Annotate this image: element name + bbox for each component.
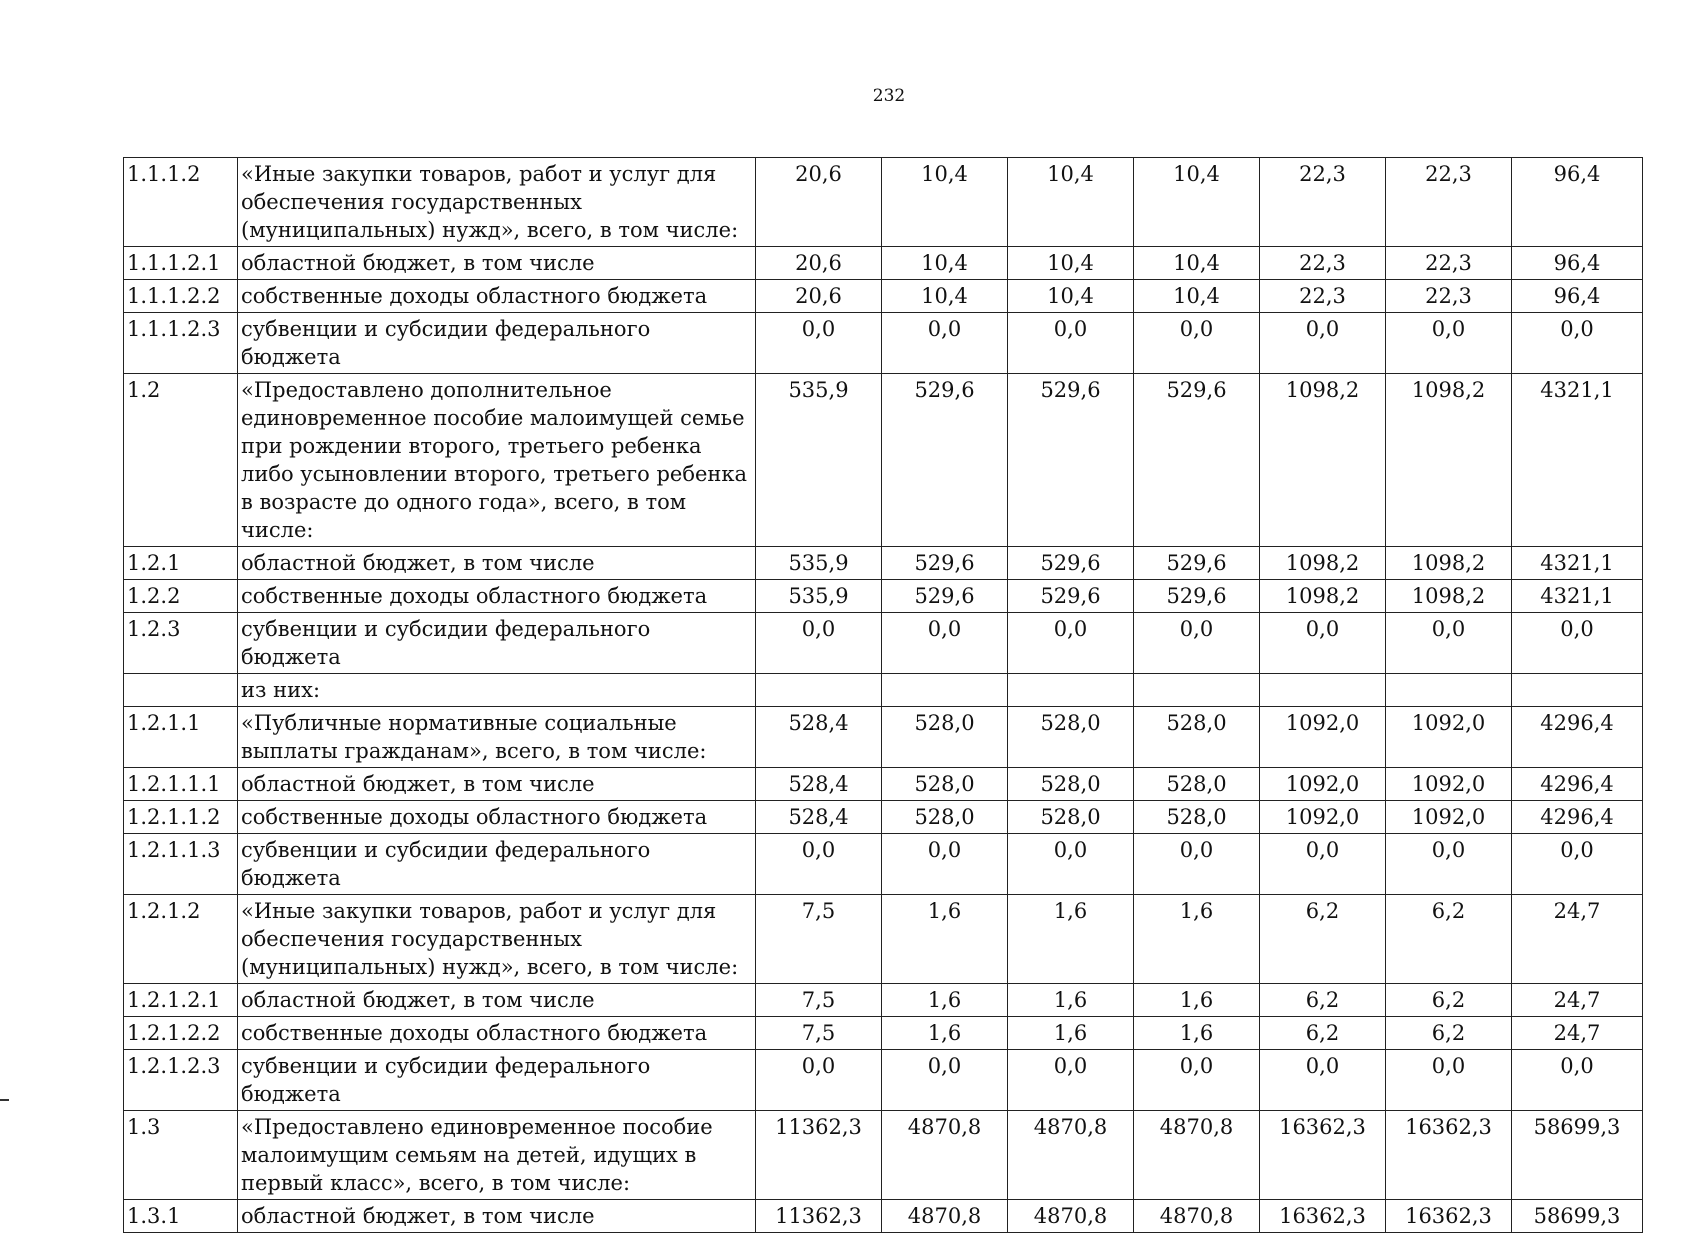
row-name-cell: собственные доходы областного бюджета	[238, 580, 756, 613]
value-cell: 1,6	[1008, 1017, 1134, 1050]
value-cell: 0,0	[1512, 834, 1643, 895]
row-code-cell: 1.2.1.1.1	[124, 768, 238, 801]
row-name-cell: областной бюджет, в том числе	[238, 984, 756, 1017]
value-cell	[1386, 674, 1512, 707]
value-cell: 0,0	[1512, 313, 1643, 374]
value-cell: 1092,0	[1386, 801, 1512, 834]
value-cell: 16362,3	[1386, 1200, 1512, 1233]
row-name-cell: субвенции и субсидии федерального бюджета	[238, 1050, 756, 1111]
row-name-cell: субвенции и субсидии федерального бюджета	[238, 834, 756, 895]
row-code-cell: 1.1.1.2.2	[124, 280, 238, 313]
value-cell: 22,3	[1386, 280, 1512, 313]
value-cell: 1098,2	[1260, 374, 1386, 547]
row-name-cell: областной бюджет, в том числе	[238, 547, 756, 580]
row-code-cell: 1.2.1.1	[124, 707, 238, 768]
value-cell: 96,4	[1512, 247, 1643, 280]
value-cell: 10,4	[1134, 158, 1260, 247]
value-cell: 0,0	[1134, 313, 1260, 374]
value-cell: 529,6	[1008, 580, 1134, 613]
row-name-cell: «Предоставлено дополнительное единовременное пособие малоимущей семье при рождении второго, третьего ребенка либо усыновлении второго, третьего ребенка в возрасте до одного года», всего, в том числе:	[238, 374, 756, 547]
value-cell: 0,0	[1386, 613, 1512, 674]
table-row	[124, 834, 1643, 895]
value-cell: 4296,4	[1512, 707, 1643, 768]
value-cell: 4870,8	[1008, 1111, 1134, 1200]
row-name-cell: собственные доходы областного бюджета	[238, 280, 756, 313]
row-name-cell: «Предоставлено единовременное пособие малоимущим семьям на детей, идущих в первый класс», всего, в том числе:	[238, 1111, 756, 1200]
value-cell: 24,7	[1512, 1017, 1643, 1050]
value-cell: 7,5	[756, 895, 882, 984]
value-cell: 10,4	[1134, 247, 1260, 280]
value-cell: 0,0	[882, 313, 1008, 374]
value-cell: 0,0	[882, 613, 1008, 674]
value-cell: 1,6	[1008, 895, 1134, 984]
value-cell: 1098,2	[1386, 374, 1512, 547]
value-cell	[756, 674, 882, 707]
value-cell: 1092,0	[1260, 707, 1386, 768]
table-row	[124, 674, 1643, 707]
value-cell: 0,0	[1386, 834, 1512, 895]
table-row	[124, 374, 1643, 547]
value-cell: 7,5	[756, 984, 882, 1017]
row-code-cell: 1.2.1.2	[124, 895, 238, 984]
value-cell: 58699,3	[1512, 1200, 1643, 1233]
table-row	[124, 280, 1643, 313]
value-cell: 0,0	[1512, 613, 1643, 674]
value-cell: 535,9	[756, 547, 882, 580]
value-cell: 529,6	[1008, 374, 1134, 547]
value-cell: 528,0	[1008, 801, 1134, 834]
table-row	[124, 1050, 1643, 1111]
value-cell: 11362,3	[756, 1200, 882, 1233]
value-cell	[1008, 674, 1134, 707]
value-cell: 6,2	[1386, 984, 1512, 1017]
row-code-cell	[124, 674, 238, 707]
value-cell: 0,0	[1260, 613, 1386, 674]
row-name-cell: субвенции и субсидии федерального бюджета	[238, 613, 756, 674]
value-cell: 0,0	[1512, 1050, 1643, 1111]
value-cell	[1512, 674, 1643, 707]
value-cell: 4870,8	[1008, 1200, 1134, 1233]
value-cell: 16362,3	[1260, 1111, 1386, 1200]
value-cell: 4870,8	[1134, 1111, 1260, 1200]
value-cell: 7,5	[756, 1017, 882, 1050]
value-cell: 528,0	[1008, 707, 1134, 768]
table-row	[124, 984, 1643, 1017]
value-cell: 529,6	[1134, 547, 1260, 580]
value-cell: 6,2	[1260, 895, 1386, 984]
value-cell: 0,0	[756, 834, 882, 895]
value-cell: 4321,1	[1512, 374, 1643, 547]
value-cell: 0,0	[1008, 1050, 1134, 1111]
table-row	[124, 1111, 1643, 1200]
row-code-cell: 1.2.1.1.3	[124, 834, 238, 895]
budget-table	[123, 157, 1643, 1233]
row-code-cell: 1.2.1.2.1	[124, 984, 238, 1017]
row-name-cell: «Публичные нормативные социальные выплаты гражданам», всего, в том числе:	[238, 707, 756, 768]
value-cell: 1,6	[1008, 984, 1134, 1017]
value-cell: 0,0	[1260, 313, 1386, 374]
table-row	[124, 247, 1643, 280]
value-cell: 1098,2	[1260, 580, 1386, 613]
value-cell: 528,0	[882, 768, 1008, 801]
value-cell: 528,0	[882, 707, 1008, 768]
value-cell: 0,0	[756, 1050, 882, 1111]
table-row	[124, 801, 1643, 834]
value-cell: 1,6	[1134, 1017, 1260, 1050]
value-cell: 529,6	[882, 374, 1008, 547]
value-cell	[882, 674, 1008, 707]
value-cell: 1092,0	[1386, 768, 1512, 801]
margin-mark	[0, 1099, 9, 1101]
value-cell: 0,0	[1386, 1050, 1512, 1111]
row-name-cell: областной бюджет, в том числе	[238, 1200, 756, 1233]
row-code-cell: 1.1.1.2	[124, 158, 238, 247]
value-cell: 1,6	[1134, 984, 1260, 1017]
value-cell: 4870,8	[1134, 1200, 1260, 1233]
value-cell: 22,3	[1260, 247, 1386, 280]
value-cell: 6,2	[1386, 1017, 1512, 1050]
table-row	[124, 707, 1643, 768]
value-cell: 24,7	[1512, 895, 1643, 984]
value-cell: 4296,4	[1512, 801, 1643, 834]
row-name-cell: областной бюджет, в том числе	[238, 247, 756, 280]
table-row	[124, 613, 1643, 674]
value-cell: 1098,2	[1386, 580, 1512, 613]
value-cell: 0,0	[1260, 1050, 1386, 1111]
value-cell: 1098,2	[1260, 547, 1386, 580]
value-cell: 0,0	[756, 313, 882, 374]
value-cell: 0,0	[1008, 834, 1134, 895]
value-cell: 20,6	[756, 280, 882, 313]
value-cell: 1092,0	[1260, 768, 1386, 801]
value-cell: 1,6	[1134, 895, 1260, 984]
value-cell: 10,4	[1134, 280, 1260, 313]
value-cell: 1098,2	[1386, 547, 1512, 580]
value-cell: 24,7	[1512, 984, 1643, 1017]
row-name-cell: собственные доходы областного бюджета	[238, 1017, 756, 1050]
value-cell: 1092,0	[1260, 801, 1386, 834]
value-cell: 529,6	[882, 547, 1008, 580]
table-body	[124, 158, 1643, 1233]
value-cell: 0,0	[1134, 834, 1260, 895]
row-code-cell: 1.2.1.1.2	[124, 801, 238, 834]
row-code-cell: 1.2.1.2.2	[124, 1017, 238, 1050]
table-row	[124, 313, 1643, 374]
value-cell	[1134, 674, 1260, 707]
table-row	[124, 547, 1643, 580]
value-cell: 10,4	[1008, 247, 1134, 280]
table-row	[124, 895, 1643, 984]
value-cell: 529,6	[1008, 547, 1134, 580]
value-cell: 0,0	[1008, 613, 1134, 674]
value-cell: 0,0	[882, 1050, 1008, 1111]
value-cell: 528,0	[882, 801, 1008, 834]
row-code-cell: 1.2	[124, 374, 238, 547]
value-cell: 4870,8	[882, 1111, 1008, 1200]
row-code-cell: 1.2.3	[124, 613, 238, 674]
value-cell: 529,6	[882, 580, 1008, 613]
value-cell: 1,6	[882, 1017, 1008, 1050]
value-cell	[1260, 674, 1386, 707]
row-name-cell: субвенции и субсидии федерального бюджета	[238, 313, 756, 374]
value-cell: 4296,4	[1512, 768, 1643, 801]
value-cell: 528,0	[1134, 768, 1260, 801]
value-cell: 0,0	[1386, 313, 1512, 374]
value-cell: 4870,8	[882, 1200, 1008, 1233]
value-cell: 0,0	[756, 613, 882, 674]
table-row	[124, 580, 1643, 613]
value-cell: 22,3	[1260, 280, 1386, 313]
value-cell: 58699,3	[1512, 1111, 1643, 1200]
row-code-cell: 1.1.1.2.3	[124, 313, 238, 374]
row-name-cell: областной бюджет, в том числе	[238, 768, 756, 801]
value-cell: 22,3	[1386, 247, 1512, 280]
value-cell: 1092,0	[1386, 707, 1512, 768]
value-cell: 529,6	[1134, 580, 1260, 613]
value-cell: 0,0	[1260, 834, 1386, 895]
value-cell: 0,0	[1008, 313, 1134, 374]
value-cell: 529,6	[1134, 374, 1260, 547]
row-code-cell: 1.3.1	[124, 1200, 238, 1233]
value-cell: 11362,3	[756, 1111, 882, 1200]
row-code-cell: 1.3	[124, 1111, 238, 1200]
value-cell: 16362,3	[1260, 1200, 1386, 1233]
value-cell: 16362,3	[1386, 1111, 1512, 1200]
row-code-cell: 1.1.1.2.1	[124, 247, 238, 280]
table-row	[124, 1200, 1643, 1233]
value-cell: 0,0	[1134, 613, 1260, 674]
row-code-cell: 1.2.2	[124, 580, 238, 613]
page-number: 232	[872, 86, 906, 106]
value-cell: 4321,1	[1512, 547, 1643, 580]
value-cell: 535,9	[756, 580, 882, 613]
value-cell: 0,0	[882, 834, 1008, 895]
value-cell: 528,0	[1134, 707, 1260, 768]
value-cell: 528,0	[1134, 801, 1260, 834]
value-cell: 96,4	[1512, 158, 1643, 247]
row-code-cell: 1.2.1.2.3	[124, 1050, 238, 1111]
value-cell: 1,6	[882, 895, 1008, 984]
value-cell: 10,4	[882, 247, 1008, 280]
value-cell: 96,4	[1512, 280, 1643, 313]
value-cell: 528,4	[756, 801, 882, 834]
value-cell: 10,4	[882, 158, 1008, 247]
value-cell: 6,2	[1386, 895, 1512, 984]
table-row	[124, 1017, 1643, 1050]
row-name-cell: из них:	[238, 674, 756, 707]
table-row	[124, 158, 1643, 247]
row-name-cell: «Иные закупки товаров, работ и услуг для обеспечения государственных (муниципальных) нужд», всего, в том числе:	[238, 895, 756, 984]
value-cell: 0,0	[1134, 1050, 1260, 1111]
value-cell: 22,3	[1260, 158, 1386, 247]
value-cell: 10,4	[1008, 158, 1134, 247]
value-cell: 535,9	[756, 374, 882, 547]
value-cell: 20,6	[756, 158, 882, 247]
row-name-cell: собственные доходы областного бюджета	[238, 801, 756, 834]
value-cell: 10,4	[882, 280, 1008, 313]
table-row	[124, 768, 1643, 801]
row-code-cell: 1.2.1	[124, 547, 238, 580]
value-cell: 4321,1	[1512, 580, 1643, 613]
value-cell: 528,4	[756, 707, 882, 768]
value-cell: 22,3	[1386, 158, 1512, 247]
value-cell: 6,2	[1260, 984, 1386, 1017]
value-cell: 528,4	[756, 768, 882, 801]
value-cell: 20,6	[756, 247, 882, 280]
value-cell: 6,2	[1260, 1017, 1386, 1050]
value-cell: 10,4	[1008, 280, 1134, 313]
value-cell: 1,6	[882, 984, 1008, 1017]
row-name-cell: «Иные закупки товаров, работ и услуг для обеспечения государственных (муниципальных) нужд», всего, в том числе:	[238, 158, 756, 247]
value-cell: 528,0	[1008, 768, 1134, 801]
